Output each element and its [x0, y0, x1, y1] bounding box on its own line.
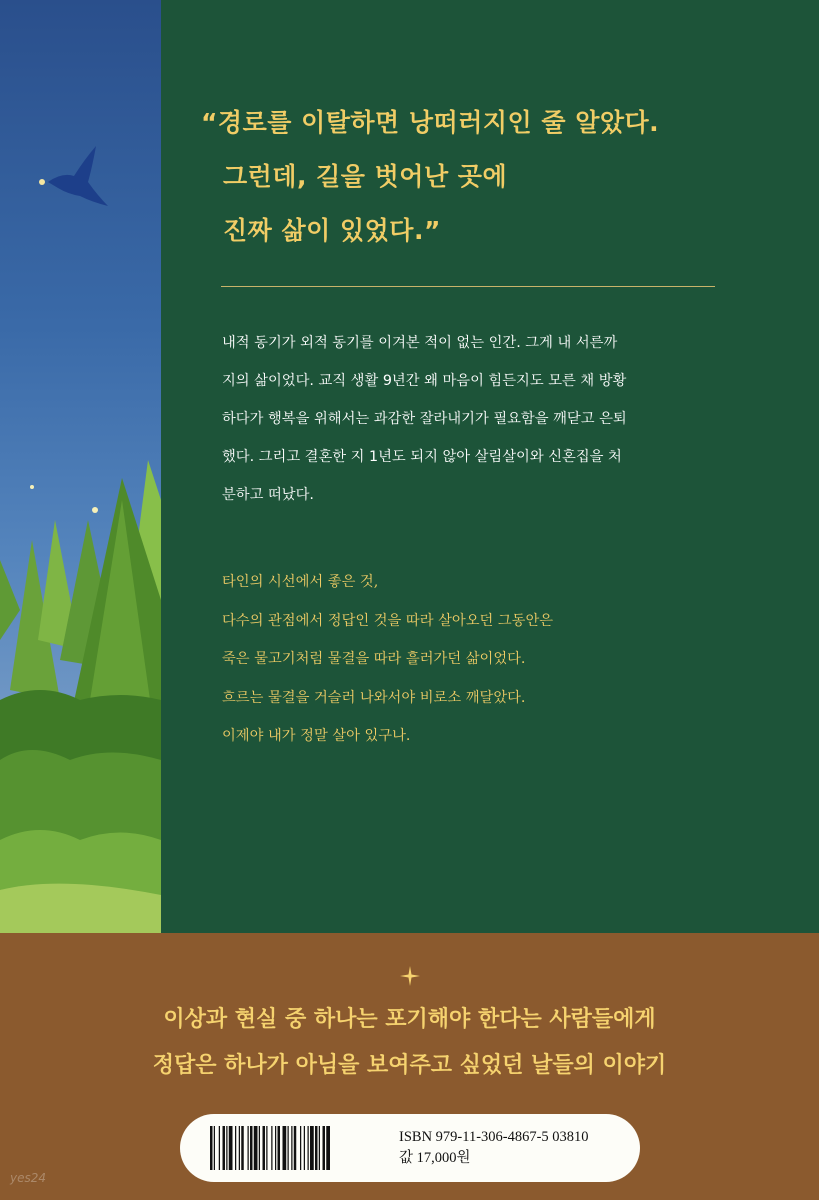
pull-quote: [201, 96, 801, 258]
isbn-label: [180, 1114, 640, 1182]
tagline-line: 정답은 하나가 아님을 보여주고 싶었던 날들의 이야기: [152, 1053, 667, 1078]
price: 값 17,000원: [399, 1150, 471, 1166]
synopsis-line: 하다가 행복을 위해서는 과감한 잘라내기가 필요함을 깨닫고 은퇴: [222, 411, 627, 427]
synopsis-line: 지의 삶이었다. 교직 생활 9년간 왜 마음이 힘든지도 모른 채 방황: [222, 373, 627, 389]
gold-divider: [221, 286, 715, 287]
poem-line: 이제야 내가 정말 살아 있구나.: [222, 728, 411, 744]
cover-illustration: [0, 0, 161, 933]
quote-line: 그런데, 길을 벗어난 곳에: [223, 162, 508, 191]
poem-line: 타인의 시선에서 좋은 것,: [222, 574, 379, 590]
isbn-number: ISBN 979-11-306-4867-5 03810: [399, 1129, 589, 1145]
synopsis-line: 내적 동기가 외적 동기를 이겨본 적이 없는 인간. 그게 내 서른까: [222, 335, 618, 351]
quote-line: “경로를 이탈하면 낭떠러지인 줄 알았다.: [201, 108, 660, 137]
poem-block: [222, 563, 742, 756]
synopsis-line: 분하고 떠났다.: [222, 487, 314, 503]
brown-band: [0, 933, 819, 1200]
tagline-line: 이상과 현실 중 하나는 포기해야 한다는 사람들에게: [163, 1007, 656, 1032]
forest-painting: [0, 0, 161, 933]
poem-line: 흐르는 물결을 거슬러 나와서야 비로소 깨달았다.: [222, 689, 526, 706]
barcode-icon: [210, 1126, 386, 1170]
bluebird-icon: [39, 146, 108, 206]
poem-line: 죽은 물고기처럼 물결을 따라 흘러가던 삶이었다.: [222, 651, 526, 667]
sparkle-icon: [400, 966, 420, 986]
synopsis-paragraph: [222, 324, 722, 514]
watermark: yes24: [10, 1171, 47, 1185]
tagline: [0, 997, 819, 1089]
firefly-icon: [92, 507, 98, 513]
synopsis-line: 했다. 그리고 결혼한 지 1년도 되지 않아 살림살이와 신혼집을 처: [222, 449, 622, 465]
firefly-icon: [30, 485, 34, 489]
poem-line: 다수의 관점에서 정답인 것을 따라 살아오던 그동안은: [222, 612, 554, 629]
green-panel: [161, 0, 819, 933]
quote-line: 진짜 삶이 있었다.”: [223, 216, 441, 245]
